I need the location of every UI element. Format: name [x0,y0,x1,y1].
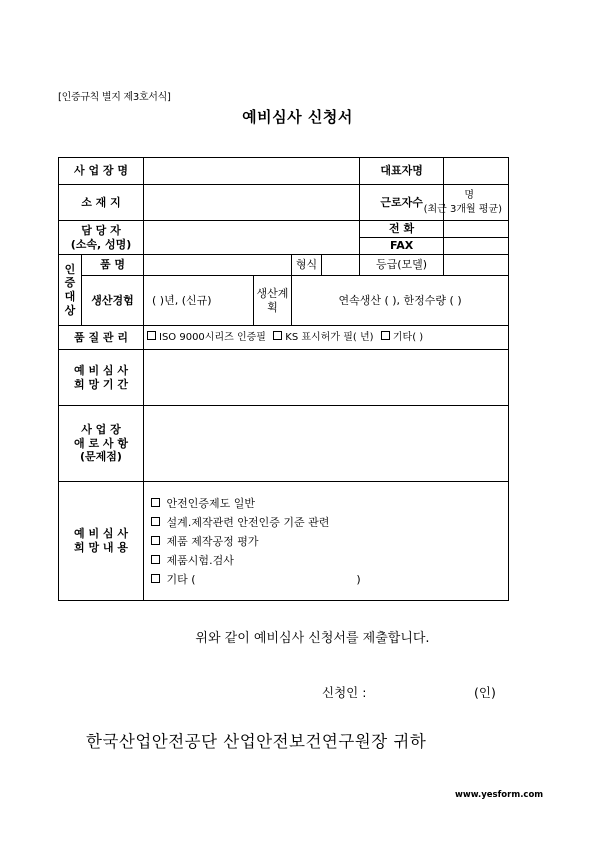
addressee: 한국산업안전공단 산업안전보건연구원장 귀하 [86,732,427,751]
option-general: 안전인증제도 일반 [166,496,256,510]
manager-label-line1: 담 당 자 [81,223,121,237]
checkbox[interactable] [151,555,160,564]
representative-field[interactable] [444,158,509,185]
option-process-evaluation: 제품 제작공정 평가 [166,534,259,548]
target-char: 대 [64,290,76,303]
location-field[interactable] [144,185,360,221]
review-content-line1: 예 비 심 사 [74,527,128,541]
review-period-line2: 희 망 기 간 [74,377,128,391]
form-number: [인증규칙 별지 제3호서식] [58,92,171,103]
workplace-name-label: 사 업 장 명 [59,158,144,185]
applicant-label: 신청인 : [322,685,367,700]
grade-model-label: 등급(모델) [360,255,444,276]
website-link[interactable]: www.yesform.com [455,790,544,800]
form-title: 예비심사 신청서 [242,108,353,126]
review-content-options [144,482,509,601]
workers-count-label: 근로자수 [360,185,444,221]
other-option: 기타( ) [392,331,424,343]
certification-target-label [59,255,82,326]
list-item [150,513,508,532]
submission-statement: 위와 같이 예비심사 신청서를 제출합니다. [195,631,430,646]
location-label: 소 재 지 [59,185,144,221]
review-period-line1: 예 비 심 사 [74,363,128,377]
review-content-line2: 희 망 내 용 [74,541,128,554]
workers-count-field[interactable] [423,185,509,221]
production-history-field[interactable]: ( )년, (신규) [144,276,254,326]
checkbox[interactable] [151,517,160,526]
fax-label: FAX [360,238,444,255]
special-notes-field[interactable] [144,406,509,482]
product-name-field[interactable] [144,255,292,276]
special-notes-line1: 사 업 장 [81,422,121,436]
special-notes-label [59,406,144,482]
production-plan-label: 생산계획 [254,276,292,326]
checkbox[interactable] [151,574,160,583]
production-history-label: 생산경험 [82,276,144,326]
manager-label-line2: (소속, 성명) [70,237,132,251]
checkbox[interactable] [151,498,160,507]
special-notes-line3: (문제점) [80,450,122,464]
phone-label: 전 화 [360,221,444,238]
model-type-field[interactable] [322,255,360,276]
target-char: 인 [64,262,76,276]
list-item [150,532,508,551]
workers-unit: 명 [464,189,475,201]
review-period-field[interactable] [144,350,509,406]
target-char: 상 [64,303,76,317]
review-content-label [59,482,144,601]
quality-management-options [144,326,509,350]
grade-model-field[interactable] [444,255,509,276]
model-type-label: 형식 [292,255,322,276]
ks-option: KS 표시허가 필( 년) [285,331,374,343]
manager-field[interactable] [144,221,360,255]
workplace-name-field[interactable] [144,158,360,185]
special-notes-line2: 애 로 사 항 [74,436,128,450]
representative-label: 대표자명 [360,158,444,185]
phone-field[interactable] [444,221,509,238]
fax-field[interactable] [444,238,509,255]
option-testing: 제품시험․검사 [166,553,234,567]
list-item [150,494,508,513]
seal-mark: (인) [474,685,496,700]
manager-label [59,221,144,255]
workers-note: (최근 3개월 평균) [423,203,503,215]
option-design-standards: 설계․제작관련 안전인증 기준 관련 [166,515,330,529]
checkbox[interactable] [151,536,160,545]
review-period-label [59,350,144,406]
checkbox[interactable] [273,331,282,340]
target-char: 증 [64,276,76,290]
product-name-label: 품 명 [82,255,144,276]
application-table [58,157,509,601]
production-plan-field[interactable]: 연속생산 ( ), 한정수량 ( ) [292,276,509,326]
quality-management-label: 품 질 관 리 [59,326,144,350]
list-item [150,551,508,570]
list-item [150,570,508,589]
iso-option: ISO 9000시리즈 인증필 [159,331,266,343]
option-other: 기타 ( ) [166,572,361,586]
checkbox[interactable] [147,331,156,340]
checkbox[interactable] [381,331,390,340]
